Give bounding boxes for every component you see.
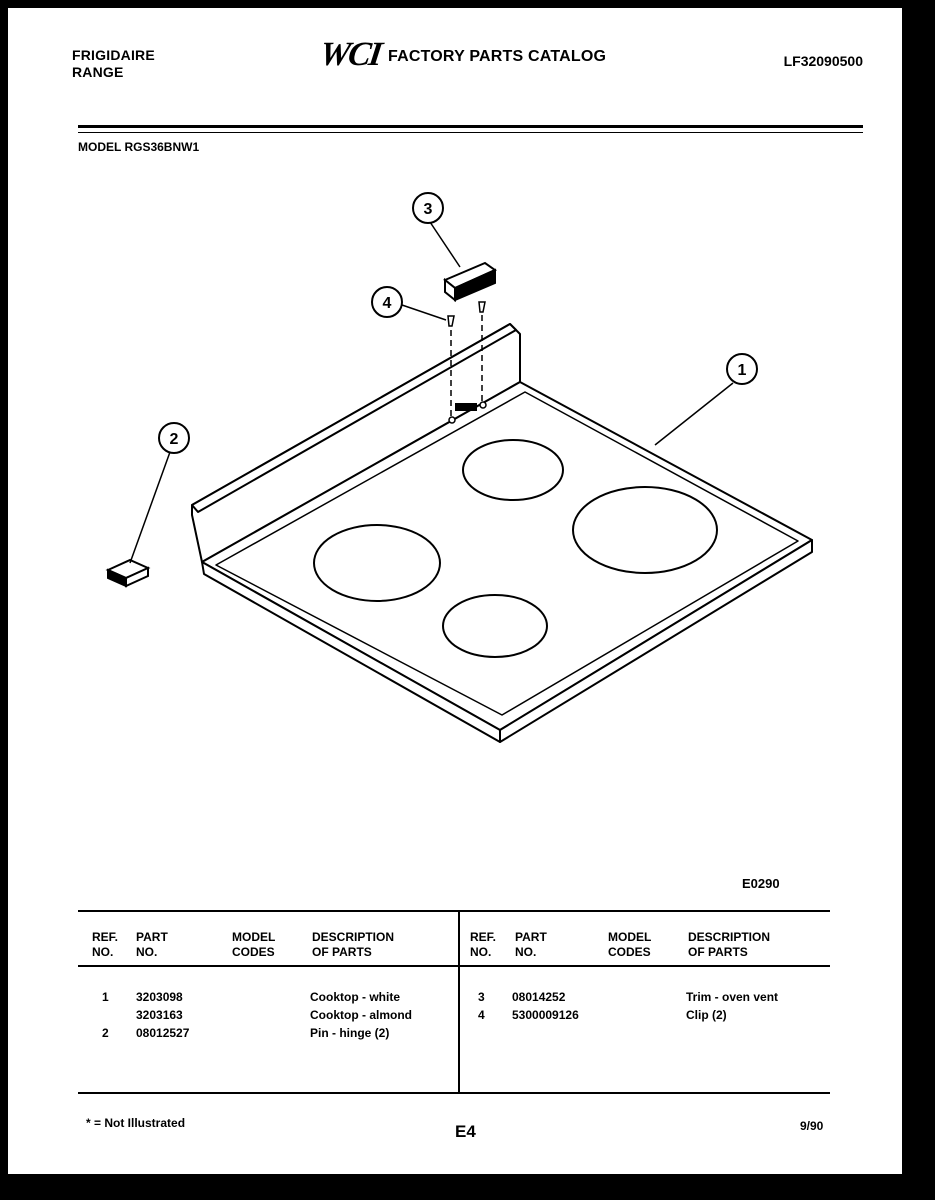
table-row-desc: Clip (2) (686, 1008, 727, 1022)
header-description: DESCRIPTION OF PARTS (312, 930, 395, 959)
table-row-desc: Trim - oven vent (686, 990, 779, 1004)
table-row-desc: Cooktop - white (310, 990, 400, 1004)
header-ref-no: REF. NO. (92, 930, 119, 959)
table-row-ref: 4 (478, 1008, 485, 1022)
table-row-desc: Pin - hinge (2) (310, 1026, 390, 1040)
catalog-number: LF32090500 (783, 53, 863, 69)
hinge-pin-part (108, 560, 148, 586)
burner-opening-right-front (443, 595, 547, 657)
table-row-ref: 3 (478, 990, 485, 1004)
not-illustrated-note: * = Not Illustrated (86, 1116, 186, 1130)
table-header-rule (78, 965, 830, 967)
vent-slot (455, 403, 477, 411)
callout-label-1: 1 (737, 362, 747, 379)
trim-oven-vent-part (445, 263, 495, 300)
table-row-ref: 2 (102, 1026, 109, 1040)
header-ref-no-right: REF. NO. (470, 930, 497, 959)
wci-logo: WCI (317, 36, 383, 73)
catalog-date: 9/90 (800, 1119, 824, 1133)
header-part-no-right: PART NO. (515, 930, 547, 959)
model-number: MODEL RGS36BNW1 (78, 140, 200, 154)
table-column-divider (458, 912, 460, 1092)
header-part-no: PART NO. (136, 930, 168, 959)
burner-opening-left-rear (463, 440, 563, 500)
parts-table (78, 910, 830, 1094)
page-number: E4 (455, 1122, 476, 1141)
catalog-title: FACTORY PARTS CATALOG (388, 48, 607, 65)
callout-label-2: 2 (169, 431, 179, 448)
clip-parts (448, 302, 485, 326)
header-model-codes: MODEL CODES (232, 930, 276, 959)
callout-label-3: 3 (423, 201, 433, 218)
header-model-codes-right: MODEL CODES (608, 930, 652, 959)
header-description-right: DESCRIPTION OF PARTS (688, 930, 771, 959)
table-row-part: 08014252 (512, 990, 566, 1004)
table-row-desc: Cooktop - almond (310, 1008, 412, 1022)
table-row-ref: 1 (102, 990, 109, 1004)
table-row-part: 3203098 (136, 990, 183, 1004)
callout-label-4: 4 (382, 295, 392, 312)
table-row-part: 08012527 (136, 1026, 190, 1040)
burner-opening-left-front (314, 525, 440, 601)
burner-opening-right-rear (573, 487, 717, 573)
figure-code: E0290 (742, 876, 780, 891)
table-row-part: 5300009126 (512, 1008, 579, 1022)
brand-name: FRIGIDAIRE (72, 47, 155, 63)
product-type: RANGE (72, 64, 124, 80)
table-row-part: 3203163 (136, 1008, 183, 1022)
cooktop-surface (202, 382, 812, 730)
